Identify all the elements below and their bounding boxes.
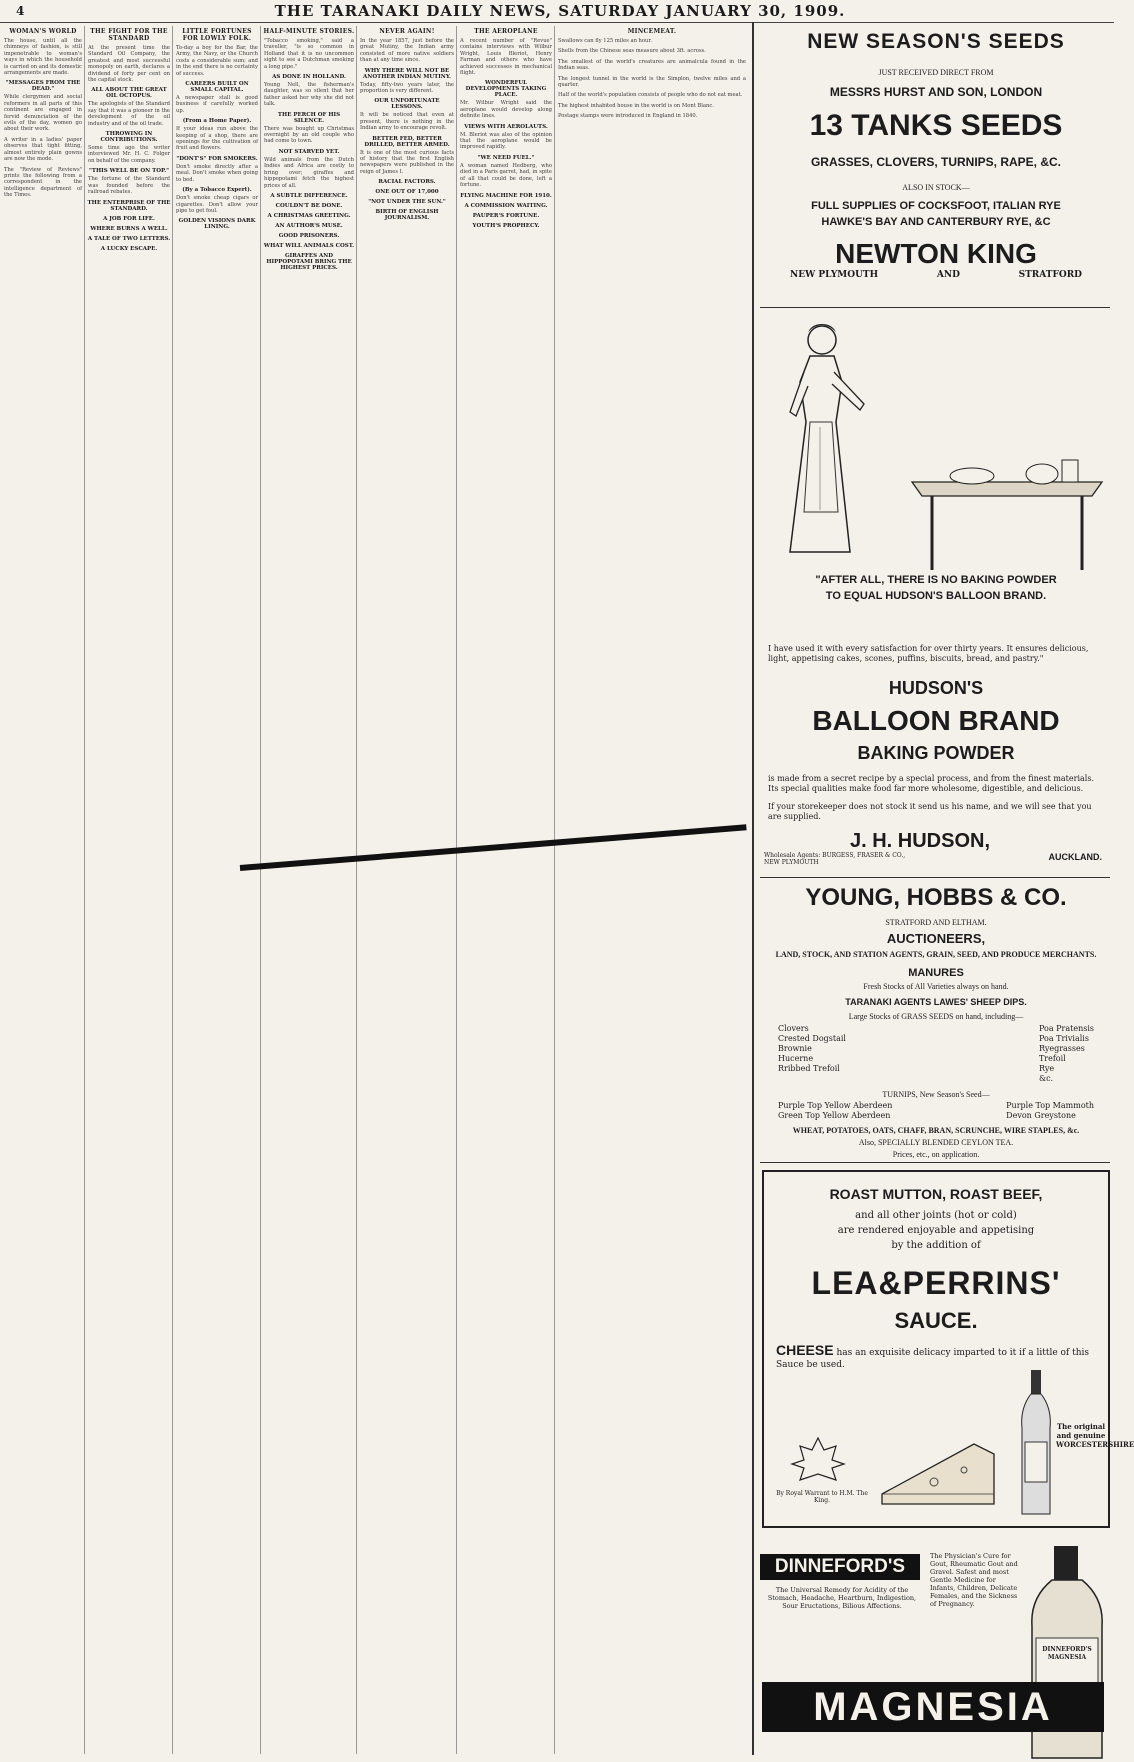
article-paragraph: If your ideas run above the keeping of a shop, there are openings for the cultivation of fruit and flowers. <box>176 126 258 152</box>
dinnefords-bottle-label: DINNEFORD'S MAGNESIA <box>1042 1646 1092 1661</box>
article-subheading: A CHRISTMAS GREETING. <box>267 212 351 219</box>
article-subheading: NOT STARVED YET. <box>278 148 340 155</box>
hudson-product: BALLOON BRAND <box>812 705 1060 736</box>
seeds-line2: MESSRS HURST AND SON, LONDON <box>829 85 1043 99</box>
seeds-firm: NEWTON KING <box>835 238 1037 269</box>
news-columns <box>0 22 750 1755</box>
article-paragraph: Postage stamps were introduced in England in 1840. <box>558 113 698 120</box>
article-paragraph: At the present time the Standard Oil Company, the greatest and most successful monopoly on earth, declares a dividend of forty per cent on the capital stock. <box>88 45 170 84</box>
hudson-agents: Wholesale Agents: BURGESS, FRASER & CO., NEW PLYMOUTH <box>764 852 906 866</box>
grass-seed-item: Trefoil <box>1038 1054 1066 1063</box>
grass-seed-item: Crested Dogstail <box>778 1034 846 1043</box>
lea-perrins-advert <box>762 1170 1134 1528</box>
seeds-town-right: STRATFORD <box>1018 270 1082 280</box>
young-hobbs-manures-line: Fresh Stocks of All Varieties always on hand. <box>863 982 1009 991</box>
hudson-maker: J. H. HUDSON, <box>850 830 991 852</box>
article-subheading: WONDERFUL DEVELOPMENTS TAKING PLACE. <box>465 80 547 99</box>
young-hobbs-towns: STRATFORD AND ELTHAM. <box>885 918 987 927</box>
dinnefords-banner: DINNEFORD'S <box>760 1554 920 1580</box>
lea-perrins-line2: and all other joints (hot or cold) <box>855 1210 1017 1221</box>
article-paragraph: A woman named Hedberg, who died in a Paris garret, had, in spite of all that could be done, left a fortune. <box>460 162 552 189</box>
column-heading: HALF-MINUTE STORIES. <box>263 28 355 35</box>
cheese-wedge-illustration <box>874 1424 1004 1514</box>
seeds-line4: ALSO IN STOCK— <box>902 183 970 192</box>
grass-seed-item: Clovers <box>778 1024 809 1033</box>
article-subheading: CAREERS BUILT ON SMALL CAPITAL. <box>185 81 249 94</box>
column-never-again <box>358 26 457 1754</box>
article-paragraph: The fortune of the Standard was founded before the railroad rebates. <box>88 176 170 196</box>
dinnefords-side-text: The Physician's Cure for Gout, Rheumatic Gout and Gravel. Safest and most Gentle Medicine for Infants, Children, Delicate Females, and the Sickness of Pregnancy. <box>930 1552 1018 1608</box>
grass-seed-item: Hucerne <box>778 1054 814 1063</box>
seeds-line3: GRASSES, CLOVERS, TURNIPS, RAPE, &C. <box>810 155 1062 169</box>
article-paragraph: Wild animals from the Dutch Indies and Africa are costly to bring over; giraffes and hippopotami fetch the highest prices of all. <box>264 156 354 189</box>
ad-divider <box>760 1162 1110 1163</box>
hudson-description: is made from a secret recipe by a special process, and from the finest materials. Its special qualities make food far more wholesome, digestible, and delicious. <box>768 774 1094 793</box>
article-paragraph: Some time ago the writer interviewed Mr. H. C. Folger on behalf of the company. <box>88 145 170 164</box>
column-womans-world <box>2 26 85 1754</box>
hudson-advert-body <box>760 644 1112 870</box>
seeds-advert <box>760 30 1112 280</box>
dinnefords-blurb: The Universal Remedy for Acidity of the Stomach, Headache, Heartburn, Indigestion, Sour Eructations, Bilious Affections. <box>767 1586 917 1610</box>
seeds-line1: JUST RECEIVED DIRECT FROM <box>878 68 994 77</box>
article-paragraph: A writer in a ladies' paper observes that tight fitting, almost entirely plain gowns are now the mode. <box>4 136 82 163</box>
young-hobbs-tea: Also, SPECIALLY BLENDED CEYLON TEA. <box>858 1138 1014 1147</box>
seeds-line5: FULL SUPPLIES OF COCKSFOOT, ITALIAN RYE <box>811 200 1061 212</box>
young-hobbs-grass-line: Large Stocks of GRASS SEEDS on hand, including— <box>848 1012 1024 1021</box>
article-paragraph: The "Review of Reviews" prints the following from a correspondent in the intelligence department of the Times. <box>4 166 82 199</box>
grass-seed-item: Rribbed Trefoil <box>778 1064 840 1073</box>
lea-perrins-line3: are rendered enjoyable and appetising <box>837 1225 1035 1236</box>
article-subheading: OUR UNFORTUNATE LESSONS. <box>374 98 440 111</box>
article-subheading: WHY THERE WILL NOT BE ANOTHER INDIAN MUTINY. <box>363 67 451 80</box>
sauce-bottle-illustration <box>1016 1368 1056 1518</box>
article-subheading: "DONT'S" FOR SMOKERS. <box>176 155 258 162</box>
article-subheading: "WE NEED FUEL." <box>477 154 535 161</box>
article-paragraph: Shells from the Chinese seas measure about 3ft. across. <box>558 48 706 55</box>
column-standard-oil <box>86 26 173 1754</box>
article-paragraph: Half of the world's population consists of people who do not eat meat. <box>558 92 743 99</box>
article-paragraph: Today, fifty-two years later, the proportion is very different. <box>360 81 454 95</box>
hudson-brand: HUDSON'S <box>888 678 984 698</box>
young-hobbs-advert <box>760 884 1112 1159</box>
seeds-town-mid: AND <box>936 270 960 280</box>
column-heading: THE FIGHT FOR THE STANDARD <box>90 28 168 42</box>
article-paragraph: The house, until all the chimneys of fashion, is still impenetrable to woman's ways in which the household is carried on and its domestic arrangements are made. <box>4 38 82 77</box>
article-paragraph: There was bought up Christmas overnight by an old couple who had come to town. <box>264 125 354 145</box>
article-subheading: ONE OUT OF 17,000 <box>375 189 439 196</box>
article-paragraph: The smallest of the world's creatures are animalcula found in the Indian seas. <box>558 58 746 72</box>
column-little-fortunes <box>174 26 261 1754</box>
article-subheading: YOUTH'S PROPHECY. <box>472 222 540 229</box>
hudson-testimonial: I have used it with every satisfaction for over thirty years. It ensures delicious, light, appetising cakes, scones, puffins, biscuits, bread, and pastry." <box>768 644 1089 663</box>
article-subheading: A LUCKY ESCAPE. <box>100 245 158 252</box>
article-subheading: A TALE OF TWO LETTERS. <box>87 235 171 242</box>
seeds-line6: HAWKE'S BAY AND CANTERBURY RYE, &C <box>821 216 1051 228</box>
masthead <box>0 0 1114 23</box>
hudson-quote-line1: "AFTER ALL, THERE IS NO BAKING POWDER <box>815 574 1057 586</box>
article-subheading: GOLDEN VISIONS DARK LINING. <box>178 218 256 231</box>
article-subheading: GOOD PRISONERS. <box>278 232 340 239</box>
young-hobbs-dips: TARANAKI AGENTS LAWES' SHEEP DIPS. <box>845 997 1027 1007</box>
article-subheading: "NOT UNDER THE SUN." <box>368 199 446 206</box>
lea-perrins-product: SAUCE. <box>894 1308 978 1333</box>
article-paragraph: While clergymen and social reformers in all parts of this continent are engaged in fervid denunciation of the evils of the day, women go about their work. <box>4 94 82 133</box>
article-paragraph: Don't smoke cheap cigars or cigarettes. Don't allow your pipe to get foul. <box>176 195 258 214</box>
magnesia-banner: MAGNESIA <box>762 1682 1104 1732</box>
article-subheading: "THIS WELL BE ON TOP." <box>88 168 169 175</box>
article-subheading: THROWING IN CONTRIBUTIONS. <box>100 131 158 144</box>
article-paragraph: A recent number of "Revue" contains interviews with Wilbur Wright, Louis Bleriot, Henry Farman and others who have achieved successes in mechanical flight. <box>460 38 552 77</box>
young-hobbs-manures: MANURES <box>908 967 964 979</box>
turnip-seed-item: Devon Greystone <box>1006 1111 1076 1120</box>
ad-divider <box>760 307 1110 308</box>
young-hobbs-prices: Prices, etc., on application. <box>892 1150 980 1159</box>
seeds-towns <box>760 270 1112 280</box>
article-paragraph: The longest tunnel in the world is the Simplon, twelve miles and a quarter. <box>558 75 746 89</box>
article-paragraph: It will be noticed that even at present, there is nothing in the Indian army to encourage revolt. <box>360 112 454 132</box>
article-subheading: WHERE BURNS A WELL. <box>90 225 168 232</box>
hudson-city: AUCKLAND. <box>1048 852 1102 862</box>
newspaper-title: THE TARANAKI DAILY NEWS, SATURDAY JANUARY 30, 1909. <box>274 2 846 20</box>
article-subheading: WHAT WILL ANIMALS COST. <box>263 242 355 249</box>
column-half-minute-stories <box>262 26 357 1754</box>
article-paragraph: M. Bleriot was also of the opinion that the aeroplane would be improved rapidly. <box>460 131 552 151</box>
young-hobbs-auctioneers: AUCTIONEERS, <box>886 931 986 946</box>
column-heading: LITTLE FORTUNES FOR LOWLY FOLK. <box>182 28 252 42</box>
article-subheading: AS DONE IN HOLLAND. <box>272 74 346 81</box>
grass-seed-item: Brownie <box>778 1044 812 1053</box>
article-subheading: RACIAL FACTORS. <box>378 179 436 186</box>
seeds-highlight: 13 TANKS SEEDS <box>809 109 1063 142</box>
lea-perrins-royal: By Royal Warrant to H.M. The King. <box>776 1490 868 1504</box>
lea-perrins-brand: LEA&PERRINS' <box>811 1265 1061 1301</box>
article-paragraph: In the year 1857, just before the great Mutiny, the Indian army consisted of more native soldiers than at any time since. <box>360 38 454 64</box>
grass-seed-item: Rye <box>1038 1064 1055 1073</box>
seeds-town-left: NEW PLYMOUTH <box>790 270 879 280</box>
article-paragraph: It is one of the most curious facts of history that the first English newspapers were published in the reign of James I. <box>360 149 454 175</box>
hudson-quote-line2: TO EQUAL HUDSON'S BALLOON BRAND. <box>825 590 1047 602</box>
article-subheading: (From a Home Paper). <box>182 118 252 125</box>
column-aeroplane <box>458 26 555 1754</box>
woman-baker-illustration <box>760 312 880 562</box>
advertisement-column <box>752 22 1134 1755</box>
grass-seed-list <box>760 1024 1112 1084</box>
article-paragraph: A newspaper stall is good business if carefully worked up. <box>176 95 258 114</box>
young-hobbs-agents: LAND, STOCK, AND STATION AGENTS, GRAIN, SEED, AND PRODUCE MERCHANTS. <box>775 950 1097 959</box>
column-mincemeat <box>556 26 748 1754</box>
young-hobbs-wheat: WHEAT, POTATOES, OATS, CHAFF, BRAN, SCRUNCHE, WIRE STAPLES, &c. <box>792 1126 1080 1135</box>
article-subheading: "MESSAGES FROM THE DEAD." <box>5 80 81 93</box>
article-paragraph: To-day a boy for the Bar, the Army, the Navy, or the Church costs a considerable sum; and in the end there is no certainty of success. <box>176 45 258 77</box>
grass-seed-item: Poa Pratensis <box>1038 1024 1094 1033</box>
article-subheading: THE ENTERPRISE OF THE STANDARD. <box>87 199 171 212</box>
article-subheading: THE PERCH OF HIS SILENCE. <box>277 111 341 124</box>
grass-seed-item: &c. <box>1038 1074 1054 1083</box>
lea-perrins-line1: ROAST MUTTON, ROAST BEEF, <box>829 1186 1043 1202</box>
royal-crest-icon <box>778 1434 858 1484</box>
article-paragraph: Mr. Wilbur Wright said the aeroplane would develop along definite lines. <box>460 100 552 120</box>
article-subheading: PAUPER'S FORTUNE. <box>472 212 540 219</box>
column-heading: NEVER AGAIN! <box>379 28 435 35</box>
lea-perrins-cheese-line: has an exquisite delicacy imparted to it if a little of this Sauce be used. <box>776 1348 1090 1370</box>
article-subheading: ALL ABOUT THE GREAT OIL OCTOPUS. <box>91 87 167 100</box>
article-paragraph: Don't smoke directly after a meal. Don't smoke when going to bed. <box>176 163 258 183</box>
article-paragraph: "Tobacco smoking," said a traveller, "is so common in Holland that it is no uncommon sight to see a Dutchman smoking a long pipe." <box>264 38 354 70</box>
article-subheading: A COMMISSION WAITING. <box>464 202 548 209</box>
turnip-seed-list <box>760 1101 1112 1121</box>
article-subheading: VIEWS WITH AEROLAUTS. <box>464 123 548 130</box>
article-paragraph: Young Nell, the fisherman's daughter, was so silent that her father asked her why she did not talk. <box>264 82 354 108</box>
young-hobbs-turnips-head: TURNIPS, New Season's Seed— <box>882 1090 990 1099</box>
lea-perrins-line4: by the addition of <box>891 1240 981 1251</box>
page-number: 4 <box>16 4 25 18</box>
grass-seed-item: Poa Trivialis <box>1038 1034 1089 1043</box>
article-subheading: A SUBTLE DIFFERENCE. <box>270 192 348 199</box>
hudson-advert <box>760 312 1112 632</box>
ad-divider <box>760 877 1110 878</box>
lea-perrins-original: The original and genuine WORCESTERSHIRE <box>1056 1422 1134 1449</box>
turnip-seed-item: Purple Top Yellow Aberdeen <box>778 1101 893 1110</box>
grass-seed-item: Ryegrasses <box>1038 1044 1085 1053</box>
lea-perrins-cheese: CHEESE <box>776 1342 834 1358</box>
article-subheading: FLYING MACHINE FOR 1910. <box>460 192 552 199</box>
column-heading: THE AEROPLANE <box>474 28 538 35</box>
article-subheading: GIRAFFES AND HIPPOPOTAMI BRING THE HIGHEST PRICES. <box>266 252 352 271</box>
column-heading: WOMAN'S WORLD <box>9 28 77 35</box>
article-subheading: (By a Tobacco Expert). <box>182 187 252 194</box>
article-paragraph: The highest inhabited house in the world is on Mont Blanc. <box>558 102 714 109</box>
article-subheading: A JOB FOR LIFE. <box>103 215 155 222</box>
article-subheading: BIRTH OF ENGLISH JOURNALISM. <box>375 209 439 222</box>
article-subheading: BETTER FED, BETTER DRILLED, BETTER ARMED. <box>364 135 450 148</box>
hudson-product2: BAKING POWDER <box>857 743 1015 763</box>
turnip-seed-item: Purple Top Mammoth <box>1006 1101 1094 1110</box>
article-paragraph: The apologists of the Standard say that it was a pioneer in the development of the oil industry and of the oil trade. <box>88 101 170 127</box>
hudson-note: If your storekeeper does not stock it send us his name, and we will see that you are supplied. <box>768 802 1092 821</box>
baking-table-illustration <box>902 452 1112 572</box>
article-subheading: AN AUTHOR'S MUSE. <box>275 222 343 229</box>
turnip-seed-item: Green Top Yellow Aberdeen <box>778 1111 891 1120</box>
article-subheading: COULDN'T BE DONE. <box>275 202 343 209</box>
column-heading: MINCEMEAT. <box>627 28 677 35</box>
article-paragraph: Swallows can fly 125 miles an hour. <box>558 38 652 44</box>
seeds-title: NEW SEASON'S SEEDS <box>807 30 1065 53</box>
young-hobbs-name: YOUNG, HOBBS & CO. <box>805 884 1067 911</box>
